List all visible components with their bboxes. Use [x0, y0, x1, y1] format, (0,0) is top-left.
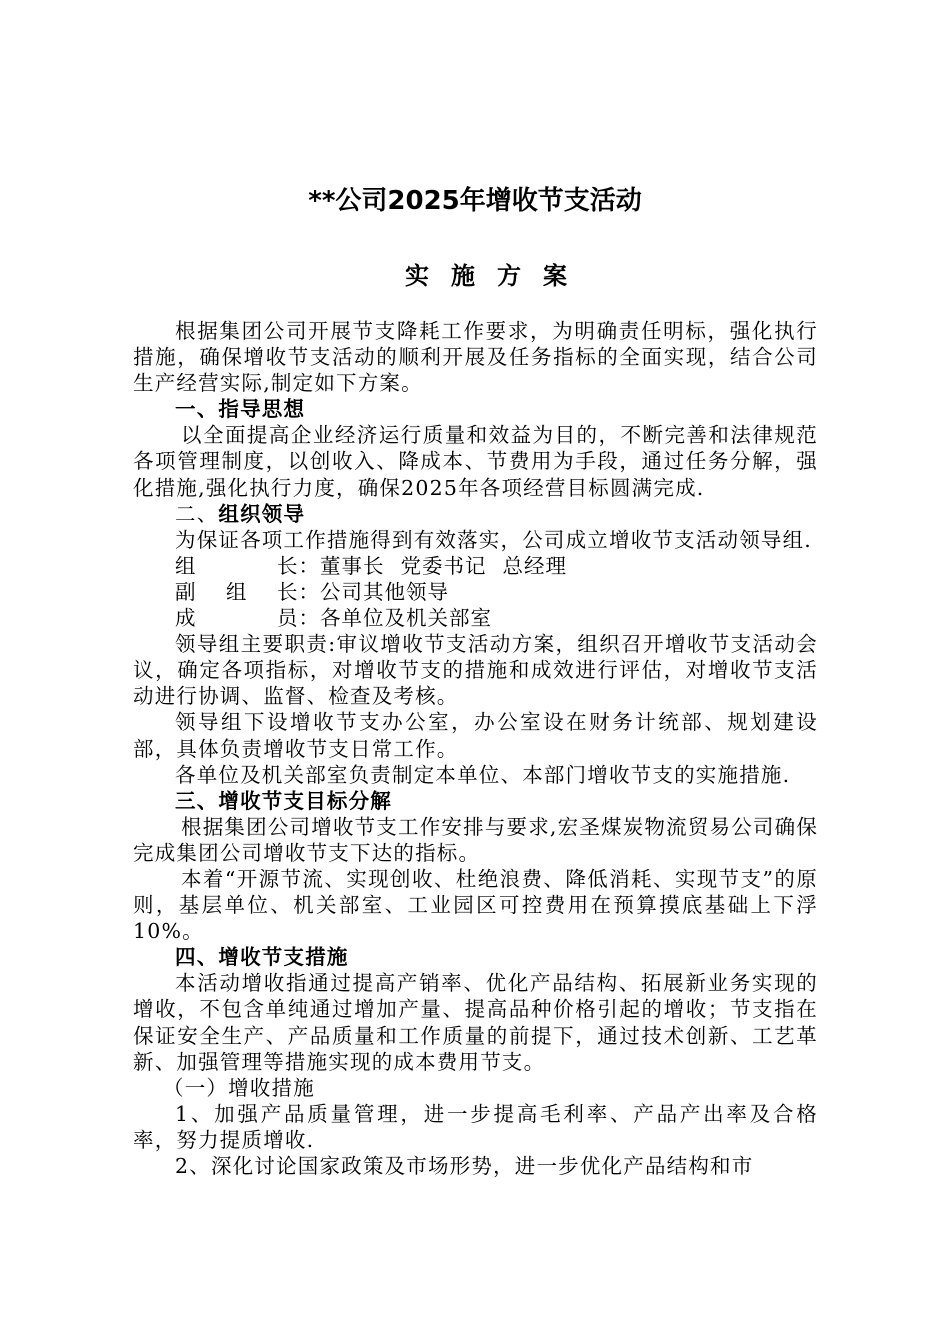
member-value-part: 党委书记	[400, 553, 487, 578]
section-4-text: 本活动增收指通过提高产销率、优化产品结构、拓展新业务实现的增收，不包含单纯通过增加产量、提高品种价格引起的增收；节支指在保证安全生产、产品质量和工作质量的前提下，通过技术创新、工艺革新、加强管理等措施实现的成本费用节支。	[133, 971, 818, 1074]
member-value	[320, 605, 818, 631]
section-2-heading	[133, 501, 818, 527]
member-value	[320, 579, 818, 605]
member-value-part: 公司其他领导	[320, 579, 449, 604]
section-2-duty: 领导组主要职责:审议增收节支活动方案，组织召开增收节支活动会议，确定各项指标，对增收节支的措施和成效进行评估，对增收节支活动进行协调、监督、检查及考核。	[133, 632, 818, 709]
section-2-heading-title: 组织领导	[218, 501, 306, 526]
section-4-item-1: 1、加强产品质量管理，进一步提高毛利率、产品产出率及合格率，努力提质增收.	[133, 1101, 818, 1152]
section-4-heading: 四、增收节支措施	[175, 945, 349, 970]
member-row-deputy	[133, 579, 818, 605]
member-role-char: 长：	[277, 579, 320, 604]
section-1-heading: 一、指导思想	[175, 397, 306, 422]
section-3-text-2: 本着“开源节流、实现创收、杜绝浪费、降低消耗、实现节支”的原则，基层单位、机关部室、工业园区可控费用在预算摸底基础上下浮10%。	[133, 866, 818, 944]
intro-paragraph: 根据集团公司开展节支降耗工作要求，为明确责任明标，强化执行措施，确保增收节支活动的顺利开展及任务指标的全面实现，结合公司生产经营实际,制定如下方案。	[133, 319, 818, 396]
section-4-item-2: 2、深化讨论国家政策及市场形势，进一步优化产品结构和市	[175, 1154, 754, 1178]
document-subtitle: 实施方案	[405, 262, 589, 290]
member-role-char: 员：	[277, 606, 320, 631]
section-1-text: 以全面提高企业经济运行质量和效益为目的，不断完善和法律规范各项管理制度，以创收入、降成本、节费用为手段，通过任务分解，强化措施,强化执行力度，确保2025年各项经营目标圆满完成.	[133, 423, 818, 500]
member-role	[175, 579, 320, 605]
member-row-members	[133, 605, 818, 631]
section-3-text-1: 根据集团公司增收节支工作安排与要求,宏圣煤炭物流贸易公司确保完成集团公司增收节支下达的指标。	[133, 814, 819, 865]
member-role	[175, 605, 320, 631]
section-4-sub-1-heading: （一）增收措施	[163, 1075, 315, 1100]
section-2-heading-prefix: 二、	[175, 501, 219, 526]
member-value	[320, 553, 818, 579]
section-2-office: 领导组下设增收节支办公室，办公室设在财务计统部、规划建设部，具体负责增收节支日常工作。	[133, 710, 818, 761]
member-value-part: 各单位及机关部室	[320, 606, 492, 631]
section-3-heading: 三、增收节支目标分解	[175, 788, 392, 813]
member-role-char: 副	[175, 579, 197, 604]
member-role-char: 组	[175, 553, 197, 578]
member-role	[175, 553, 320, 579]
member-role-char: 长：	[277, 553, 320, 578]
member-value-part: 董事长	[320, 553, 385, 578]
member-value-part: 总经理	[502, 553, 567, 578]
section-2-units: 各单位及机关部室负责制定本单位、本部门增收节支的实施措施.	[175, 762, 791, 787]
section-2-text: 为保证各项工作措施得到有效落实，公司成立增收节支活动领导组.	[175, 527, 813, 552]
document-body	[133, 318, 818, 1179]
member-role-char: 成	[175, 606, 197, 631]
member-role-char: 组	[226, 579, 248, 604]
member-row-leader	[133, 553, 818, 579]
document-title: **公司2025年增收节支活动	[308, 186, 642, 216]
